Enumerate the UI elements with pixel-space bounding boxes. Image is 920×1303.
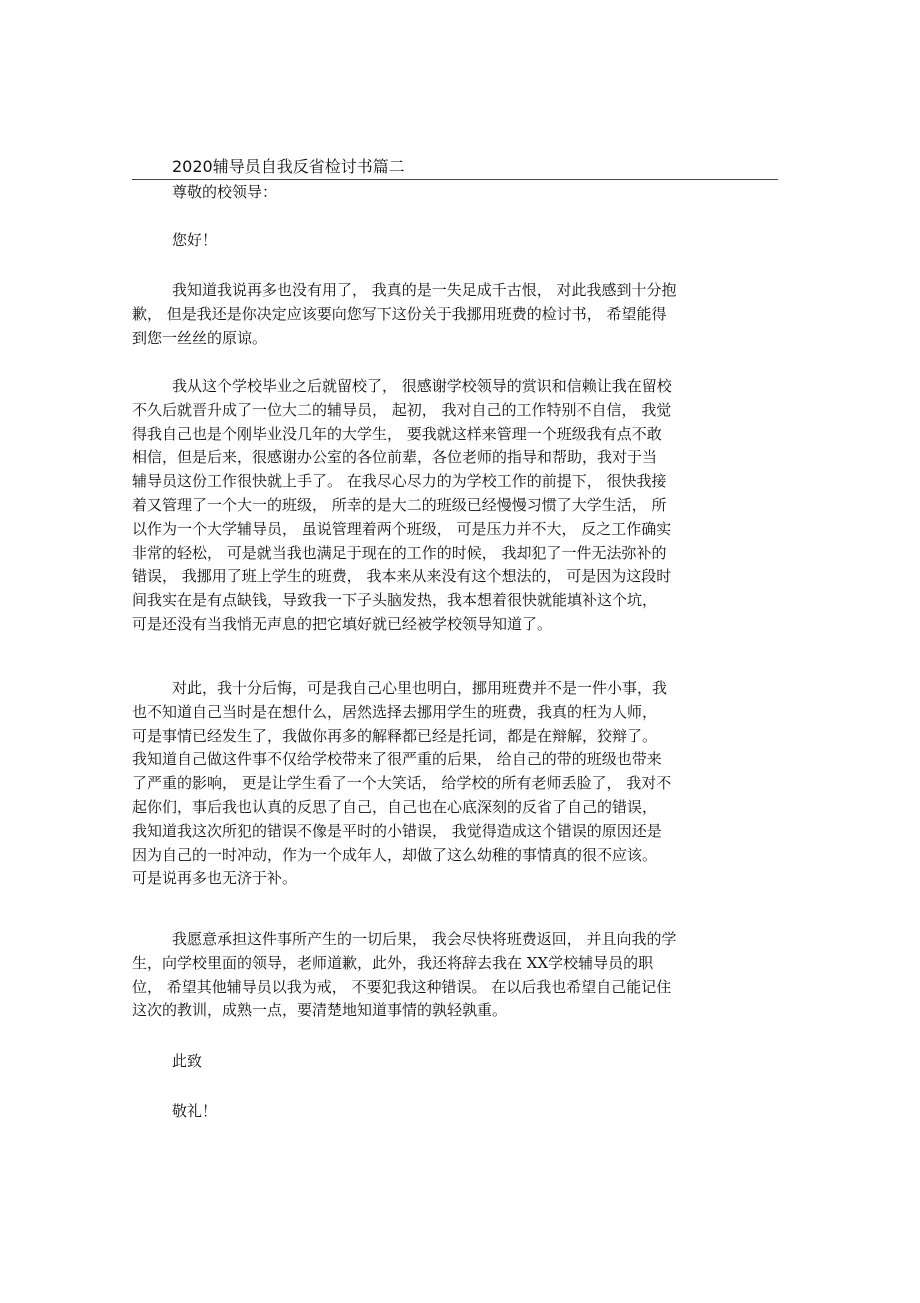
paragraph-line: 我知道我这次所犯的错误不像是平时的小错误， 我觉得造成这个错误的原因还是 xyxy=(132,821,662,840)
salutation-line: 尊敬的校领导： xyxy=(172,183,278,201)
paragraph-line: 位， 希望其他辅导员以我为戒， 不要犯我这种错误。 在以后我也希望自己能记住 xyxy=(132,977,672,996)
regards xyxy=(132,1100,742,1124)
paragraph-line: 可是事情已经发生了，我做你再多的解释都已经是托词，都是在辩解，狡辩了。 xyxy=(132,726,658,745)
closing-line: 此致 xyxy=(172,1052,203,1070)
paragraph-line: 我从这个学校毕业之后就留校了， 很感谢学校领导的赏识和信赖让我在留校 xyxy=(172,377,672,395)
paragraph-line: 得我自己也是个刚毕业没几年的大学生， 要我就这样来管理一个班级我有点不敢 xyxy=(132,424,662,443)
regards-line: 敬礼！ xyxy=(172,1102,218,1120)
paragraph-line: 不久后就晋升成了一位大二的辅导员， 起初， 我对自己的工作特别不自信， 我觉 xyxy=(132,400,672,419)
paragraph-line: 可是说再多也无济于补。 xyxy=(132,869,298,888)
paragraph-line: 起你们，事后我也认真的反思了自己，自己也在心底深刻的反省了自己的错误， xyxy=(132,797,658,816)
paragraph-line: 我知道自己做这件事不仅给学校带来了很严重的后果， 给自己的带的班级也带来 xyxy=(132,750,662,769)
paragraph-1 xyxy=(132,279,742,350)
document-title: 2020辅导员自我反省检讨书篇二 xyxy=(172,157,405,176)
greeting-line: 您好！ xyxy=(172,231,218,249)
salutation xyxy=(132,181,742,205)
paragraph-line: 错误， 我挪用了班上学生的班费， 我本来从来没有这个想法的， 可是因为这段时 xyxy=(132,567,672,586)
paragraph-line: 相信，但是后来，很感谢办公室的各位前辈，各位老师的指导和帮助，我对于当 xyxy=(132,448,658,467)
closing xyxy=(132,1050,742,1074)
paragraph-line: 可是还没有当我悄无声息的把它填好就已经被学校领导知道了。 xyxy=(132,614,553,633)
paragraph-line: 歉， 但是我还是你决定应该要向您写下这份关于我挪用班费的检讨书， 希望能得 xyxy=(132,304,667,323)
paragraph-line: 对此，我十分后悔，可是我自己心里也明白，挪用班费并不是一件小事，我 xyxy=(172,679,668,697)
paragraph-line: 辅导员这份工作很快就上手了。 在我尽心尽力的为学校工作的前提下， 很快我接 xyxy=(132,472,667,491)
paragraph-line: 我愿意承担这件事所产生的一切后果， 我会尽快将班费返回， 并且向我的学 xyxy=(172,930,677,948)
paragraph-line: 生，向学校里面的领导，老师道歉，此外，我还将辞去我在 XX学校辅导员的职 xyxy=(132,953,654,972)
paragraph-line: 因为自己的一时冲动，作为一个成年人，却做了这么幼稚的事情真的很不应该。 xyxy=(132,845,658,864)
paragraph-line: 这次的教训，成熟一点，要清楚地知道事情的孰轻孰重。 xyxy=(132,1001,508,1020)
paragraph-line: 也不知道自己当时是在想什么，居然选择去挪用学生的班费，我真的枉为人师， xyxy=(132,702,658,721)
paragraph-4 xyxy=(132,928,742,1023)
title-divider xyxy=(132,179,778,180)
paragraph-line: 到您一丝丝的原谅。 xyxy=(132,328,268,347)
greeting xyxy=(132,229,742,253)
paragraph-line: 着又管理了一个大一的班级， 所幸的是大二的班级已经慢慢习惯了大学生活， 所 xyxy=(132,495,667,514)
paragraph-2 xyxy=(132,375,742,637)
paragraph-3 xyxy=(132,677,742,891)
paragraph-line: 我知道我说再多也没有用了， 我真的是一失足成千古恨， 对此我感到十分抱 xyxy=(172,281,677,299)
paragraph-line: 间我实在是有点缺钱，导致我一下子头脑发热，我本想着很快就能填补这个坑， xyxy=(132,591,658,610)
paragraph-line: 非常的轻松， 可是就当我也满足于现在的工作的时候， 我却犯了一件无法弥补的 xyxy=(132,543,667,562)
paragraph-line: 了严重的影响， 更是让学生看了一个大笑话， 给学校的所有老师丢脸了， 我对不 xyxy=(132,774,672,793)
paragraph-line: 以作为一个大学辅导员， 虽说管理着两个班级， 可是压力并不大， 反之工作确实 xyxy=(132,519,672,538)
